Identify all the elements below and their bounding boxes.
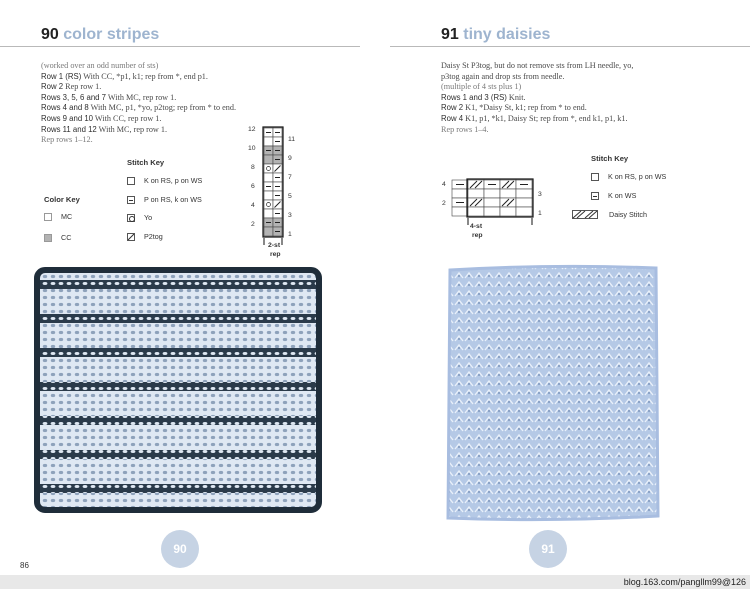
- striped-knit-swatch: [33, 266, 323, 513]
- left-chart-row-label: 10: [248, 145, 256, 152]
- left-chart-row-label: 12: [248, 126, 256, 133]
- navy-stripe: [40, 382, 316, 391]
- right-chart-rep-label: rep: [472, 232, 483, 239]
- left-row-2: Row 2 Rep row 1.: [41, 82, 102, 92]
- color-key-title: Color Key: [44, 195, 80, 204]
- right-stitch-key-item: K on WS: [591, 191, 636, 200]
- chart-cell: [484, 189, 500, 198]
- chart-cell: [484, 198, 500, 207]
- left-row-11: Rows 11 and 12 With MC, rep row 1.: [41, 124, 168, 134]
- daisy-stitch-icon: [572, 210, 598, 219]
- left-stitch-key-item: P2tog: [127, 232, 163, 241]
- right-chart-rep-label: 4-st: [470, 223, 483, 230]
- left-chart-row-label: 7: [288, 174, 292, 181]
- chart-cell: [484, 207, 500, 216]
- chart-cell: [264, 191, 273, 200]
- chart-cell: [516, 189, 532, 198]
- chart-cell: [264, 209, 273, 218]
- navy-stripe: [40, 416, 316, 425]
- left-title: [41, 26, 159, 44]
- left-chart-row-label: 1: [288, 231, 292, 238]
- right-chart-row-label: 1: [538, 210, 542, 217]
- left-chart-row-label: 8: [251, 164, 255, 171]
- chart-cell: [264, 164, 273, 173]
- right-stitch-key-item: K on RS, p on WS: [591, 172, 666, 181]
- left-stitch-key-item: P on RS, k on WS: [127, 195, 202, 204]
- left-chart-row-label: 4: [251, 202, 255, 209]
- right-chart: [438, 176, 548, 240]
- chart-cell: [468, 207, 484, 216]
- right-instructions: [441, 61, 633, 135]
- left-chart-row-label: 5: [288, 193, 292, 200]
- right-swatch-photo: [444, 262, 662, 524]
- right-repeat: Rep rows 1–4.: [441, 124, 489, 134]
- navy-stripe: [40, 348, 316, 357]
- chart-cell: [264, 137, 273, 146]
- knit-symbol-icon: [591, 173, 599, 181]
- left-chart-row-label: 2: [251, 221, 255, 228]
- right-chart-grid: [438, 176, 548, 240]
- knit-ws-symbol-icon: [591, 192, 599, 200]
- left-pattern-name: color stripes: [63, 26, 160, 43]
- chart-cell: [500, 189, 516, 198]
- page-number: 86: [20, 561, 29, 570]
- right-row-2: Row 2 K1, *Daisy St, k1; rep from * to end.: [441, 103, 587, 113]
- right-pattern-badge: 91: [529, 530, 567, 568]
- left-header-rule: [0, 46, 360, 47]
- color-key-item: CC: [44, 233, 71, 242]
- right-pattern-name: tiny daisies: [463, 26, 551, 43]
- left-row-1: Row 1 (RS) With CC, *p1, k1; rep from *, end p1.: [41, 71, 208, 81]
- chart-cell: [264, 227, 273, 236]
- right-daisy-def-2: p3tog again and drop sts from needle.: [441, 71, 565, 81]
- knit-symbol-icon: [127, 177, 135, 185]
- left-repeat: Rep rows 1–12.: [41, 135, 93, 145]
- left-stitch-key-item: K on RS, p on WS: [127, 176, 202, 185]
- left-row-4: Rows 4 and 8 With MC, p1, *yo, p2tog; rep from * to end.: [41, 103, 237, 113]
- right-multiple: (multiple of 4 sts plus 1): [441, 82, 522, 92]
- chart-cell: [452, 189, 468, 198]
- left-intro: (worked over an odd number of sts): [41, 61, 159, 70]
- cc-swatch-icon: [44, 234, 52, 242]
- right-pattern-number: 91: [441, 26, 459, 43]
- left-chart-row-label: 11: [288, 136, 296, 143]
- left-chart-row-label: 3: [288, 212, 292, 219]
- left-stitch-key-item: Yo: [127, 213, 152, 222]
- navy-stripe: [40, 450, 316, 459]
- color-key-item: MC: [44, 212, 72, 221]
- right-stitch-key-title: Stitch Key: [591, 154, 629, 163]
- right-chart-row-label: 4: [442, 181, 446, 188]
- navy-stripe: [40, 280, 316, 289]
- right-header-rule: [390, 46, 750, 47]
- navy-stripe: [40, 484, 316, 493]
- left-row-3: Rows 3, 5, 6 and 7 With MC, rep row 1.: [41, 92, 177, 102]
- left-chart: [246, 126, 306, 262]
- right-stitch-key-item: Daisy Stitch: [572, 210, 647, 219]
- yarn-over-icon: [127, 214, 135, 222]
- left-instructions: [41, 61, 236, 146]
- left-pattern-badge: 90: [161, 530, 199, 568]
- chart-cell: [264, 173, 273, 182]
- mc-swatch-icon: [44, 213, 52, 221]
- chart-cell: [452, 207, 468, 216]
- chart-cell: [500, 207, 516, 216]
- left-chart-rep-label: rep: [270, 251, 281, 258]
- left-stitch-key-title: Stitch Key: [127, 158, 165, 167]
- left-pattern-number: 90: [41, 26, 59, 43]
- purl-symbol-icon: [127, 196, 135, 204]
- left-row-9: Rows 9 and 10 With CC, rep row 1.: [41, 113, 162, 123]
- right-chart-row-label: 3: [538, 191, 542, 198]
- left-swatch-photo: [33, 266, 323, 513]
- daisy-knit-swatch: [444, 262, 662, 524]
- right-row-4: Row 4 K1, p1, *k1, Daisy St; rep from *, end k1, p1, k1.: [441, 113, 628, 123]
- right-chart-row-label: 2: [442, 200, 446, 207]
- right-row-1: Rows 1 and 3 (RS) Knit.: [441, 92, 526, 102]
- chart-cell: [516, 198, 532, 207]
- watermark-text: blog.163.com/pangllm99@126: [623, 577, 746, 587]
- chart-cell: [468, 189, 484, 198]
- right-title: [441, 26, 550, 44]
- left-chart-rep-label: 2-st: [268, 242, 281, 249]
- left-chart-row-label: 6: [251, 183, 255, 190]
- chart-cell: [264, 200, 273, 209]
- right-daisy-def: Daisy St P3tog, but do not remove sts from LH needle, yo,: [441, 61, 634, 70]
- navy-stripe: [40, 314, 316, 323]
- p2tog-icon: [127, 233, 135, 241]
- chart-cell: [264, 155, 273, 164]
- chart-cell: [516, 207, 532, 216]
- left-chart-row-label: 9: [288, 155, 292, 162]
